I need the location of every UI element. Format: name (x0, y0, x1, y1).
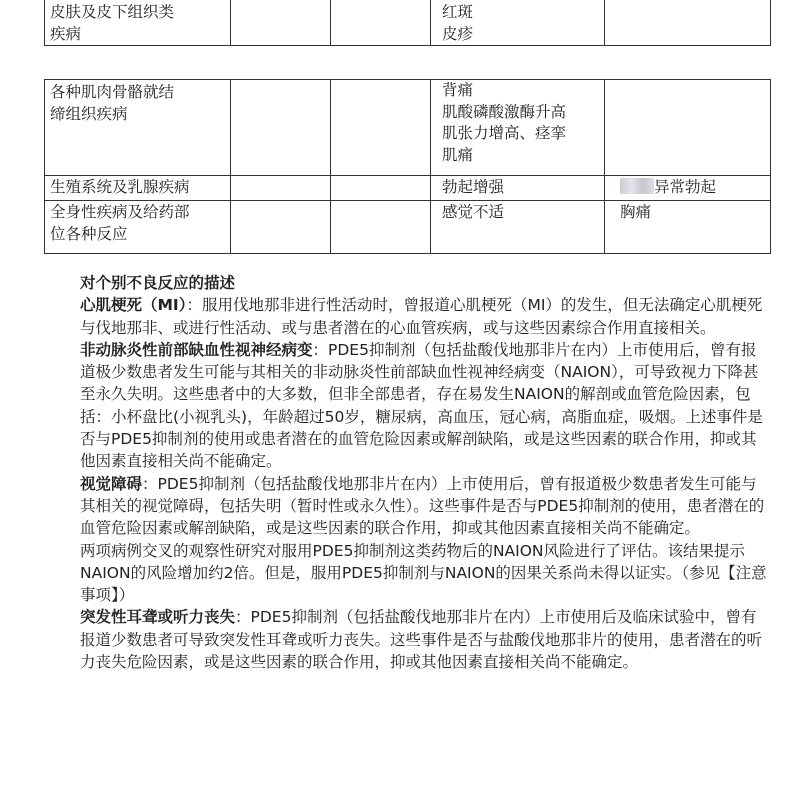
paragraph-vision (48, 473, 770, 540)
section-heading: 对个别不良反应的描述 (80, 274, 236, 292)
table-cell-rare: 异常勃起 (620, 177, 716, 199)
table-cell-category: 各种肌肉骨骼就结 缔组织疾病 (50, 83, 175, 123)
redacted-mark (620, 178, 654, 194)
naion-text: ：PDE5抑制剂（包括盐酸伐地那非片在内）上市使用后，曾有报道极少数患者发生可能与其相关的非动脉炎性前部缺血性视神经病变（NAION），可导致视力下降甚至永久失明。这些患者中的大多数，但非全部患者，存在易发生NAION的解剖或血管危险因素，包括：小杯盘比(小视乳头)，年龄超过50岁，糖尿病，高血压，冠心病，高脂血症，吸烟。上述事件是否与PDE5抑制剂的使用或患者潜在的血管危险因素或解剖缺陷，或是这些因素的联合作用，抑或其他因素直接相关尚不能确定。 (80, 340, 763, 471)
hearing-text: ：PDE5抑制剂（包括盐酸伐地那非片在内）上市使用后及临床试验中，曾有报道少数患者可导致突发性耳聋或听力丧失。这些事件是否与盐酸伐地那非片的使用，患者潜在的听力丧失危险因素，或是这些因素的联合作用，抑或其他因素直接相关尚不能确定。 (80, 608, 763, 672)
table-cell-common: 感觉不适 (442, 203, 505, 221)
table-cell-common: 背痛 肌酸磷酸激酶升高 肌张力增高、痉挛 肌痛 (442, 81, 567, 164)
vision-title: 视觉障碍 (80, 474, 143, 493)
mi-title: 心肌梗死（MI） (80, 296, 187, 315)
paragraph-crossover: 两项病例交叉的观察性研究对服用PDE5抑制剂这类药物后的NAION风险进行了评估。该结果提示NAION的风险增加约2倍。但是，服用PDE5抑制剂与NAION的因果关系尚未得以证实。（参见【注意事项】） (80, 541, 767, 605)
table-cell-category: 皮肤及皮下组织类 疾病 (50, 3, 175, 43)
table-cell-category: 生殖系统及乳腺疾病 (50, 178, 190, 196)
table-cell-category: 全身性疾病及给药部 位各种反应 (50, 203, 190, 243)
hearing-title: 突发性耳聋或听力丧失 (80, 608, 236, 627)
paragraph-hearing (48, 606, 770, 673)
paragraph-mi (48, 294, 770, 339)
mi-text: ：服用伐地那非进行性活动时，曾报道心肌梗死（MI）的发生，但无法确定心肌梗死与伐地那非、或进行性活动、或与患者潜在的心血管疾病，或与这些因素综合作用直接相关。 (80, 296, 763, 337)
adverse-reaction-descriptions (48, 272, 770, 673)
table-cell-rare: 胸痛 (620, 203, 652, 221)
paragraph-naion (48, 339, 770, 473)
adverse-reaction-table-part-2 (44, 79, 770, 254)
vision-text: ：PDE5抑制剂（包括盐酸伐地那非片在内）上市使用后，曾有报道极少数患者发生可能与其相关的视觉障碍，包括失明（暂时性或永久性）。这些事件是否与PDE5抑制剂的使用，患者潜在的血管危险因素或解剖缺陷，或是这些因素的联合作用，抑或其他因素直接相关尚不能确定。 (80, 474, 765, 538)
adverse-reaction-table-part-1 (44, 0, 770, 46)
table-cell-common: 勃起增强 (442, 178, 505, 196)
naion-title: 非动脉炎性前部缺血性视神经病变 (80, 340, 313, 359)
table-cell-common: 红斑 皮疹 (442, 3, 474, 43)
